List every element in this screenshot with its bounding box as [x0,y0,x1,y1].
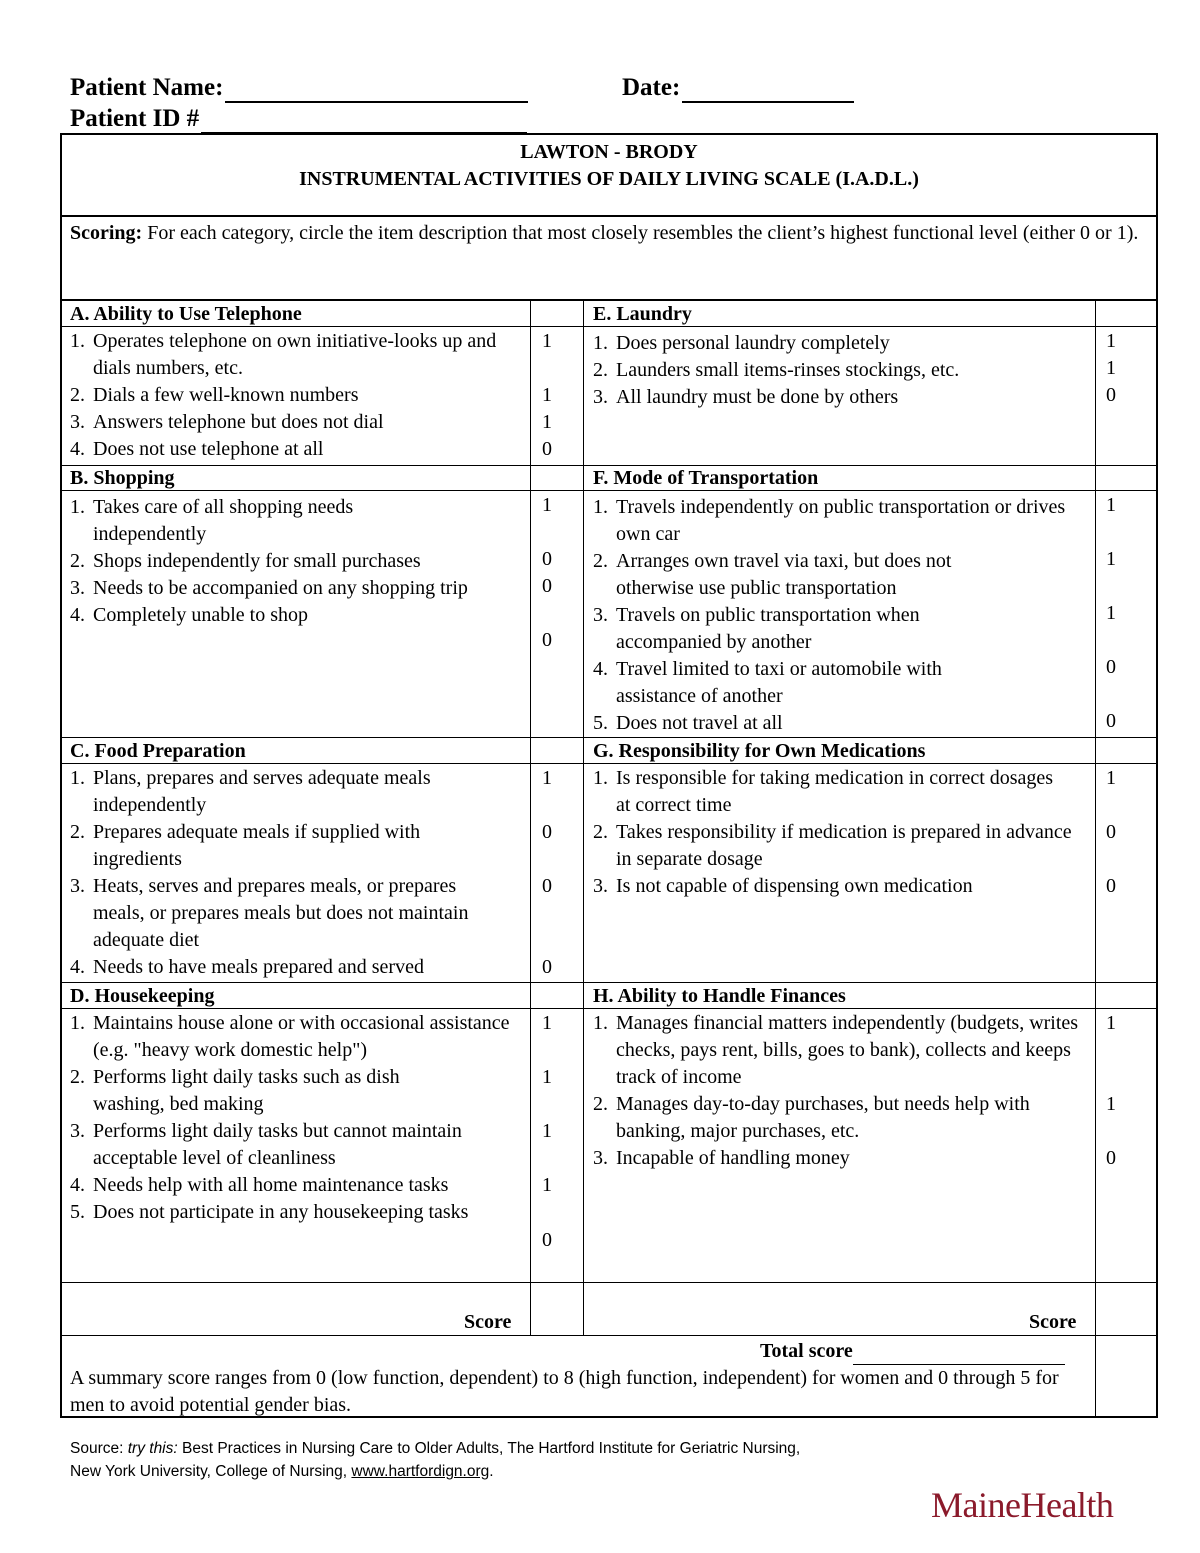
list-item[interactable]: 3. Is not capable of dispensing own medication [593,875,973,897]
patient-name-field[interactable] [225,75,528,103]
list-item[interactable]: 1. Travels independently on public transportation or drives own car [593,496,1066,545]
source-text2: New York University, College of Nursing, [70,1463,352,1480]
section-d-title: D. Housekeeping [70,985,215,1007]
date-field[interactable] [682,75,854,103]
list-item[interactable]: 1. Manages financial matters independently (budgets, writes checks, pays rent, bills, goes to bank), collects and keeps track of income [593,1012,1079,1088]
section-a-title: A. Ability to Use Telephone [70,303,302,325]
list-item[interactable]: 3. Performs light daily tasks but cannot maintain acceptable level of cleanliness [70,1120,462,1169]
section-f-title: F. Mode of Transportation [593,467,819,489]
list-item[interactable]: 2. Prepares adequate meals if supplied with ingredients [70,821,421,870]
source-text1: Best Practices in Nursing Care to Older Adults, The Hartford Institute for Geriatric Nursing, [177,1440,801,1457]
item-score[interactable]: 1 [542,330,552,352]
form-title [62,135,1156,217]
item-score[interactable]: 1 [542,384,552,406]
list-item[interactable]: 4. Needs to have meals prepared and served [70,956,424,978]
item-score[interactable]: 1 [1106,767,1116,789]
item-score[interactable]: 1 [1106,494,1116,516]
item-score[interactable]: 1 [542,1012,552,1034]
list-item[interactable]: 1. Maintains house alone or with occasional assistance (e.g. "heavy work domestic help") [70,1012,510,1061]
patient-id-row [70,104,527,134]
list-item[interactable]: 2. Shops independently for small purchases [70,550,421,572]
patient-name-row [70,73,528,103]
section-e [593,301,1089,411]
list-item[interactable]: 5. Does not participate in any housekeeping tasks [70,1201,469,1223]
score-label-left: Score [464,1311,512,1333]
item-score[interactable]: 0 [542,548,552,570]
divider [583,301,584,1336]
section-e-title: E. Laundry [593,303,692,325]
patient-id-label: Patient ID # [70,105,200,132]
item-score[interactable]: 1 [542,1174,552,1196]
list-item[interactable]: 3. Answers telephone but does not dial [70,411,384,433]
divider [62,1335,1156,1336]
section-c [70,738,522,981]
section-h-title: H. Ability to Handle Finances [593,985,846,1007]
item-score[interactable]: 0 [1106,656,1116,678]
list-item[interactable]: 3. All laundry must be done by others [593,386,899,408]
list-item[interactable]: 4. Completely unable to shop [70,604,308,626]
total-score-label: Total score [760,1340,853,1362]
item-score[interactable]: 1 [1106,1093,1116,1115]
section-c-title: C. Food Preparation [70,740,246,762]
scoring-instructions [62,217,1156,301]
form-title-line1: LAWTON - BRODY [520,141,698,163]
list-item[interactable]: 3. Travels on public transportation when accompanied by another [593,604,920,653]
source-link[interactable]: www.hartfordign.org [351,1463,490,1480]
item-score[interactable]: 0 [542,629,552,651]
total-score-field[interactable] [853,1344,1065,1365]
mainehealth-logo: MaineHealth [931,1485,1114,1525]
item-score[interactable]: 1 [542,1120,552,1142]
section-h [593,983,1089,1172]
item-score[interactable]: 0 [542,875,552,897]
item-score[interactable]: 1 [542,1066,552,1088]
item-score[interactable]: 1 [542,494,552,516]
iadl-form [60,133,1158,1418]
list-item[interactable]: 1. Operates telephone on own initiative-looks up and dials numbers, etc. [70,330,497,379]
list-item[interactable]: 3. Needs to be accompanied on any shopping trip [70,577,468,599]
item-score[interactable]: 0 [542,438,552,460]
section-d [70,983,522,1226]
list-item[interactable]: 3. Incapable of handling money [593,1147,850,1169]
item-score[interactable]: 0 [1106,821,1116,843]
section-f [593,465,1089,737]
date-row [622,73,854,103]
summary-text: A summary score ranges from 0 (low function, dependent) to 8 (high function, independent) for women and 0 through 5 for men to avoid potential gender bias. [70,1367,1059,1416]
item-score[interactable]: 1 [1106,1012,1116,1034]
section-g [593,738,1089,900]
item-score[interactable]: 0 [1106,710,1116,732]
section-a-items [70,328,522,463]
list-item[interactable]: 1. Is responsible for taking medication in correct dosages at correct time [593,767,1054,816]
list-item[interactable]: 2. Dials a few well-known numbers [70,384,359,406]
item-score[interactable]: 1 [1106,602,1116,624]
form-title-line2: INSTRUMENTAL ACTIVITIES OF DAILY LIVING SCALE (I.A.D.L.) [299,168,919,190]
source-try-this: try this: [127,1440,178,1457]
list-item[interactable]: 2. Performs light daily tasks such as dish washing, bed making [70,1066,400,1115]
source-end: . [489,1463,494,1480]
section-g-title: G. Responsibility for Own Medications [593,740,926,762]
list-item[interactable]: 4. Does not use telephone at all [70,438,324,460]
list-item[interactable]: 2. Takes responsibility if medication is prepared in advance in separate dosage [593,821,1072,870]
list-item[interactable]: 4. Travel limited to taxi or automobile with assistance of another [593,658,942,707]
total-score[interactable] [760,1338,1065,1365]
item-score[interactable]: 1 [542,411,552,433]
section-a [70,301,522,328]
divider [62,1282,1156,1283]
section-b-title: B. Shopping [70,467,175,489]
list-item[interactable]: 1. Plans, prepares and serves adequate meals independently [70,767,431,816]
list-item[interactable]: 1. Does personal laundry completely [593,332,890,354]
list-item[interactable]: 2. Arranges own travel via taxi, but does not otherwise use public transportation [593,550,952,599]
list-item[interactable]: 3. Heats, serves and prepares meals, or prepares meals, or prepares meals but does not maintain adequate diet [70,875,469,951]
item-score[interactable]: 1 [1106,357,1116,379]
item-score[interactable]: 0 [542,956,552,978]
item-score[interactable]: 1 [1106,330,1116,352]
section-b [70,465,522,629]
item-score[interactable]: 0 [542,575,552,597]
scoring-text: For each category, circle the item description that most closely resembles the client’s highest functional level (either 0 or 1). [142,222,1139,244]
source-note [70,1437,800,1483]
item-score[interactable]: 1 [542,767,552,789]
item-score[interactable]: 0 [542,1229,552,1251]
source-label: Source: [70,1440,128,1457]
item-score[interactable]: 0 [1106,1147,1116,1169]
score-label-right: Score [1029,1311,1077,1333]
patient-name-label: Patient Name: [70,74,224,101]
list-item[interactable]: 5. Does not travel at all [593,712,783,734]
divider [530,301,531,1336]
item-score[interactable]: 0 [542,821,552,843]
date-label: Date: [622,74,681,101]
list-item[interactable]: 2. Manages day-to-day purchases, but needs help with banking, major purchases, etc. [593,1093,1030,1142]
item-score[interactable]: 1 [1106,548,1116,570]
list-item[interactable]: 4. Needs help with all home maintenance tasks [70,1174,449,1196]
patient-id-field[interactable] [201,106,527,134]
item-score[interactable]: 0 [1106,384,1116,406]
list-item[interactable]: 1. Takes care of all shopping needs independently [70,496,354,545]
item-score[interactable]: 0 [1106,875,1116,897]
divider [1095,301,1096,1418]
scoring-label: Scoring: [70,222,143,244]
list-item[interactable]: 2. Launders small items-rinses stockings, etc. [593,359,960,381]
